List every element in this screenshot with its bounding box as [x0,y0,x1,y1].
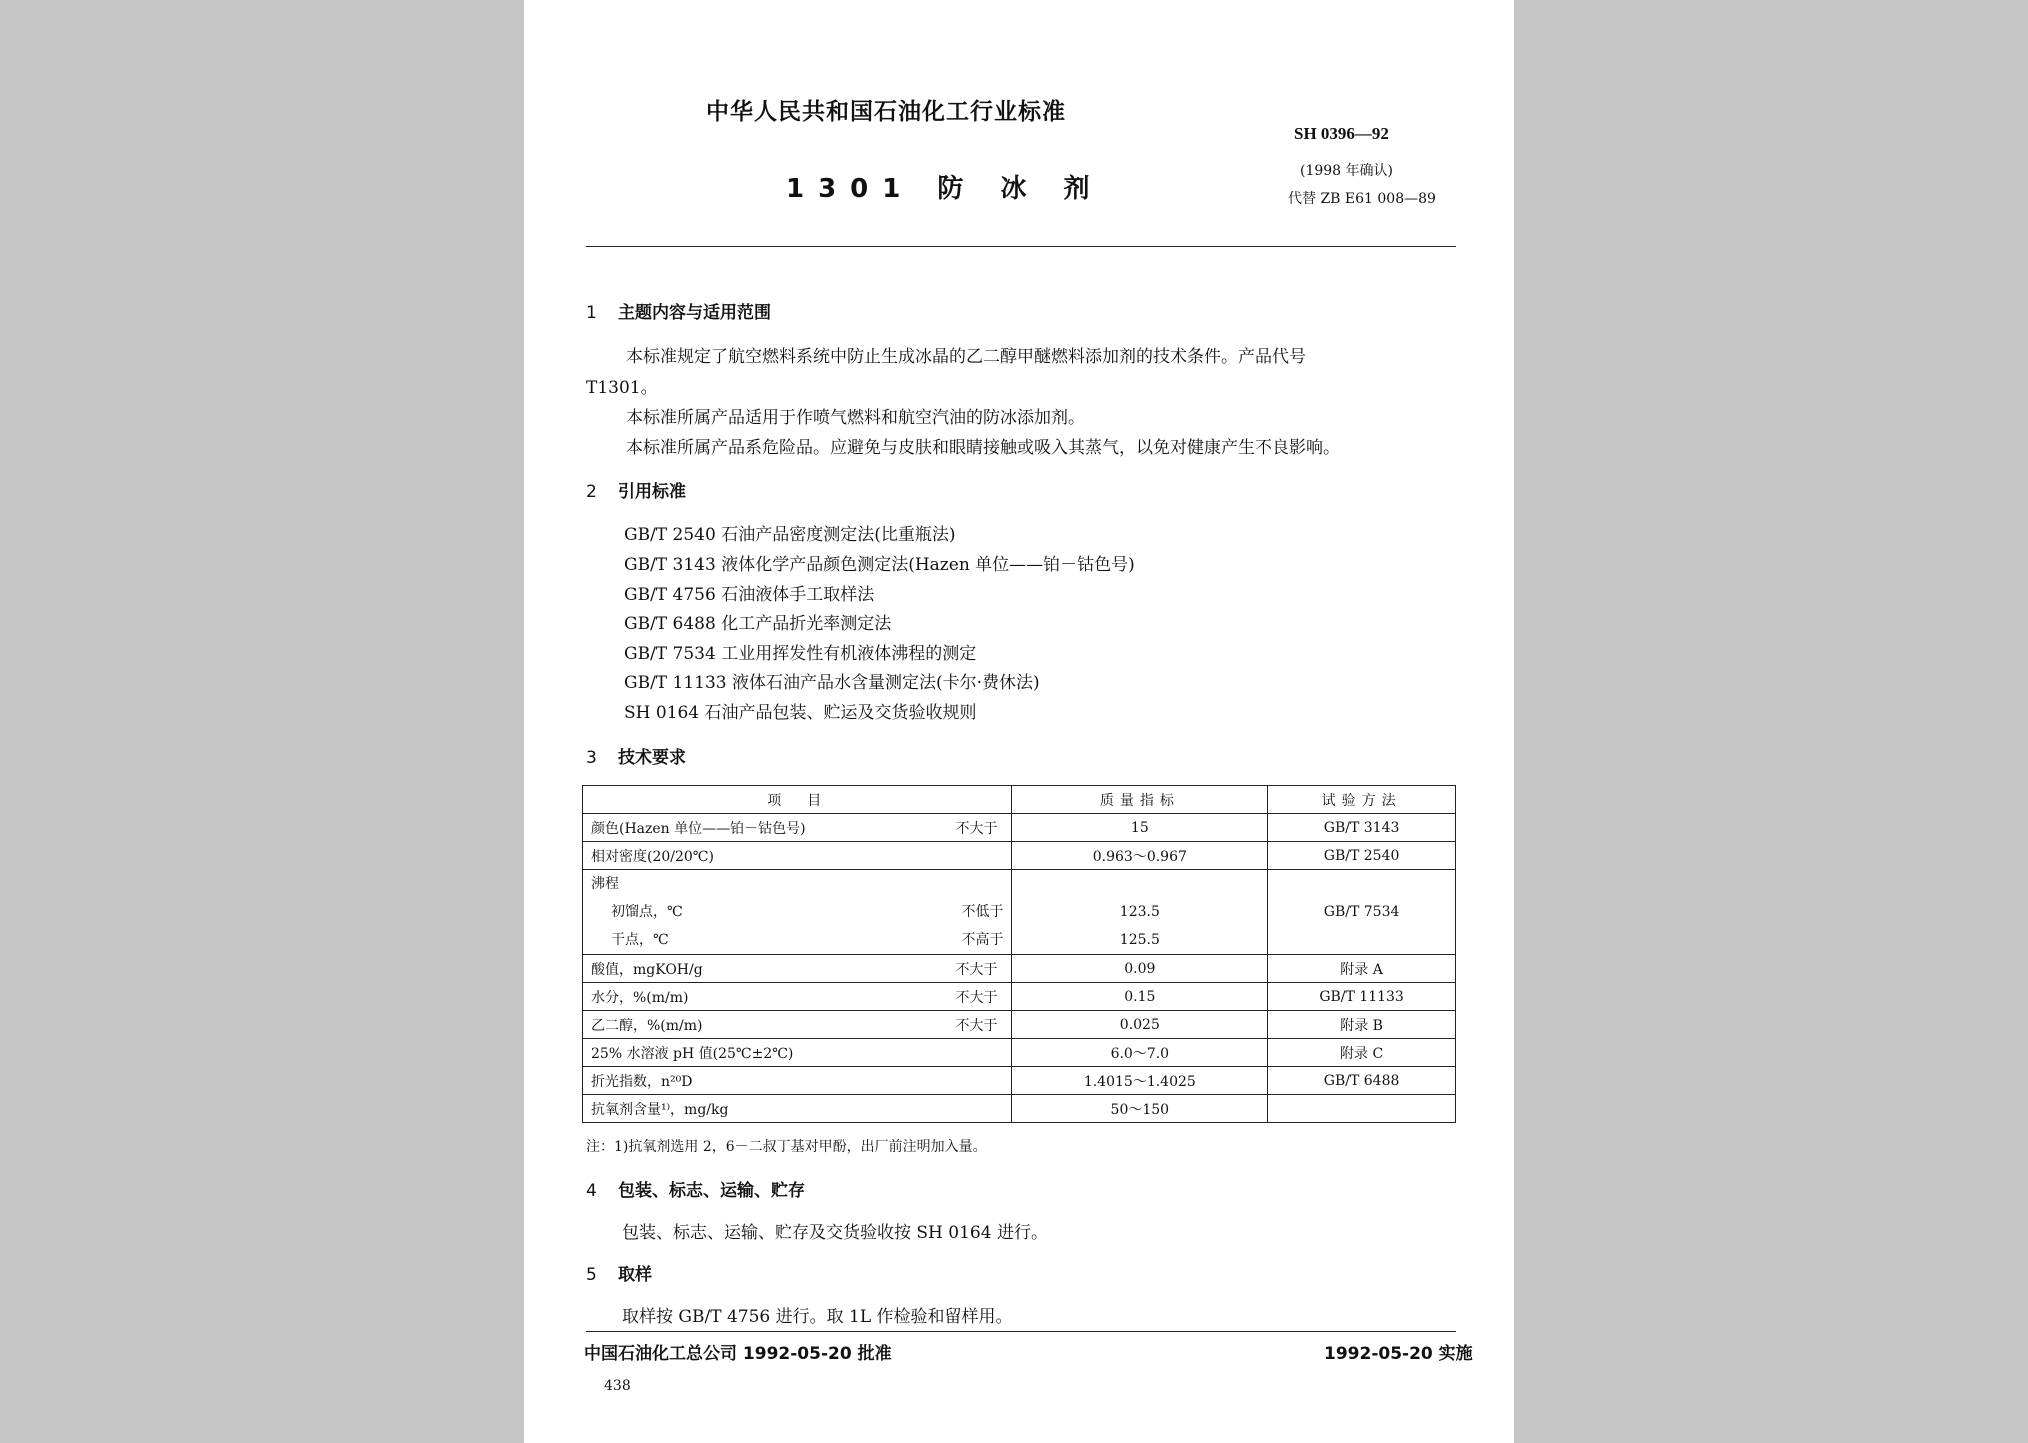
footer-rule [586,1331,1456,1332]
section-title: 取样 [618,1265,652,1285]
spec-table [582,785,1456,1123]
item-value: 0.963～0.967 [1012,842,1268,870]
item-method: GB/T 11133 [1268,983,1456,1011]
replaces-note: 代替 ZB E61 008—89 [1288,191,1436,207]
section-number: 2 [586,482,597,502]
item-value: 0.09 [1012,955,1268,983]
section-1-heading [586,298,771,323]
paragraph: 本标准所属产品系危险品。应避免与皮肤和眼睛接触或吸入其蒸气，以免对健康产生不良影响。 [626,438,1340,458]
table-row [583,955,1456,983]
item-limit [997,846,1003,866]
approval-note: 中国石油化工总公司 1992-05-20 批准 [584,1344,892,1364]
item-limit [997,1043,1003,1063]
item-value: 50～150 [1012,1095,1268,1123]
item-name: 干点，℃ [611,932,669,948]
reference-item: GB/T 11133 液体石油产品水含量测定法(卡尔·费休法) [624,673,1040,693]
implementation-note: 1992-05-20 实施 [1324,1344,1473,1364]
item-method [1268,1095,1456,1123]
reference-item: GB/T 2540 石油产品密度测定法(比重瓶法) [624,525,956,545]
section-number: 4 [586,1181,597,1201]
item-name: 初馏点，℃ [611,904,683,920]
item-method: 附录 B [1268,1011,1456,1039]
section-title: 引用标准 [618,482,686,502]
item-value: 0.15 [1012,983,1268,1011]
item-value: 6.0～7.0 [1012,1039,1268,1067]
table-footnote: 注：1)抗氧剂选用 2，6－二叔丁基对甲酚，出厂前注明加入量。 [586,1139,987,1155]
item-name: 25% 水溶液 pH 值(25℃±2℃) [591,1045,794,1062]
item-limit: 不高于 [961,932,1004,948]
item-limit [997,1099,1003,1119]
paragraph: 包装、标志、运输、贮存及交货验收按 SH 0164 进行。 [622,1223,1048,1243]
item-value: 1.4015～1.4025 [1012,1067,1268,1095]
item-limit: 不低于 [961,904,1004,920]
reference-item: GB/T 7534 工业用挥发性有机液体沸程的测定 [624,644,977,664]
item-limit: 不大于 [955,961,998,978]
paragraph: T1301。 [586,378,658,398]
item-name: 沸程 [591,876,619,892]
paragraph: 取样按 GB/T 4756 进行。取 1L 作检验和留样用。 [622,1307,1013,1327]
reference-item: SH 0164 石油产品包装、贮运及交货验收规则 [624,703,977,723]
item-method: 附录 A [1268,955,1456,983]
item-limit [997,1071,1003,1091]
doc-title: 1301 防 冰 剂 [786,174,1104,204]
item-name: 折光指数，n²⁰D [591,1073,693,1090]
item-method: GB/T 7534 [1268,870,1456,955]
item-value: 125.5 [1119,932,1160,948]
header-cell: 质量指标 [1012,786,1268,814]
reference-item: GB/T 3143 液体化学产品颜色测定法(Hazen 单位——铂－钴色号) [624,555,1135,575]
item-limit: 不大于 [955,1017,998,1034]
section-title: 技术要求 [618,748,686,768]
header-cell: 试验方法 [1268,786,1456,814]
item-value: 123.5 [1119,904,1160,920]
item-name: 酸值，mgKOH/g [591,961,703,978]
document-page [524,0,1514,1443]
item-method: 附录 C [1268,1039,1456,1067]
table-row [583,983,1456,1011]
header-rule [586,246,1456,247]
org-title: 中华人民共和国石油化工行业标准 [706,99,1066,125]
table-row [583,842,1456,870]
table-row [583,1039,1456,1067]
section-title: 主题内容与适用范围 [618,303,771,323]
item-name: 相对密度(20/20℃) [591,848,714,865]
page-number: 438 [604,1378,631,1394]
paragraph: 本标准所属产品适用于作喷气燃料和航空汽油的防冰添加剂。 [626,408,1085,428]
section-number: 3 [586,748,597,768]
item-method: GB/T 3143 [1268,814,1456,842]
table-row-boiling-range [583,870,1456,955]
section-2-heading [586,477,686,502]
confirmed-note: (1998 年确认) [1300,163,1394,179]
table-row [583,814,1456,842]
item-limit: 不大于 [955,820,998,837]
reference-item: GB/T 6488 化工产品折光率测定法 [624,614,892,634]
item-name: 水分，%(m/m) [591,989,689,1006]
reference-item: GB/T 4756 石油液体手工取样法 [624,585,875,605]
table-header-row [583,786,1456,814]
section-number: 5 [586,1265,597,1285]
table-row [583,1095,1456,1123]
item-name: 颜色(Hazen 单位——铂－钴色号) [591,820,806,837]
item-limit: 不大于 [955,989,998,1006]
section-5-heading [586,1260,652,1285]
section-title: 包装、标志、运输、贮存 [618,1181,805,1201]
item-value: 0.025 [1012,1011,1268,1039]
section-4-heading [586,1176,805,1201]
standard-code: SH 0396—92 [1294,124,1389,143]
section-number: 1 [586,303,597,323]
item-method: GB/T 6488 [1268,1067,1456,1095]
table-row [583,1067,1456,1095]
item-value: 15 [1012,814,1268,842]
header-cell: 项 目 [583,786,1012,814]
section-3-heading [586,743,686,768]
table-row [583,1011,1456,1039]
item-name: 抗氧剂含量¹⁾，mg/kg [591,1101,729,1118]
item-name: 乙二醇，%(m/m) [591,1017,703,1034]
paragraph: 本标准规定了航空燃料系统中防止生成冰晶的乙二醇甲醚燃料添加剂的技术条件。产品代号 [626,347,1306,367]
item-method: GB/T 2540 [1268,842,1456,870]
